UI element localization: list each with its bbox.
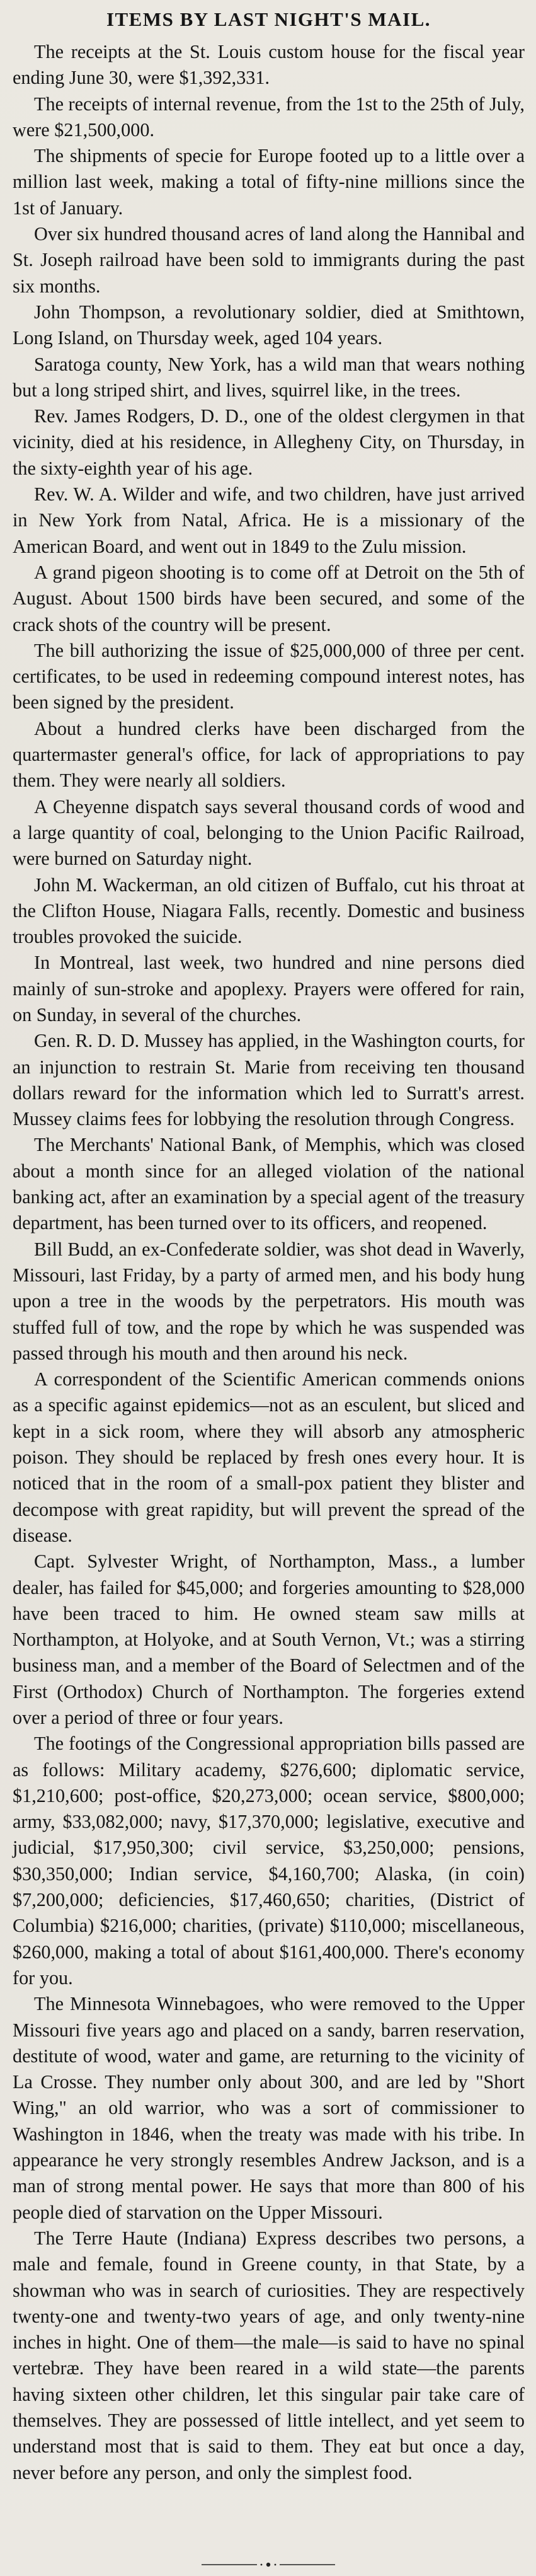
news-item-17: Bill Budd, an ex-Confederate soldier, was shot dead in Waverly, Missouri, last Friday, by a party of armed men, and his body hung upon a tree in the woods by the perpetrators. His mouth was stuffed full of tow, and the rope by which he was suspended was passed through his mouth and then around his neck.: [13, 1238, 525, 1364]
news-item-20: The footings of the Congressional appropriation bills passed are as follows: Military academy, $276,600; diplomatic service, $1,210,600; post-office, $20,273,000; ocean service, $800,000; army, $33,082,000; navy, $17,370,000; legislative, executive and judicial, $17,950,300; civil service, $3,250,000; pensions, $30,350,000; Indian service, $4,160,700; Alaska, (in coin) $7,200,000; deficiencies, $17,460,650; charities, (District of Columbia) $216,000; charities, (private) $110,000; miscellaneous, $260,000, making a total of about $161,400,000. There's economy for you.: [13, 1733, 525, 1989]
news-item-3: The shipments of specie for Europe footed up to a little over a million last week, making a total of fifty-nine millions since the 1st of January.: [13, 145, 525, 219]
news-item-16: The Merchants' National Bank, of Memphis, which was closed about a month since for an alleged violation of the national banking act, after an examination by a special agent of the treasury department, has been turned over to its officers, and reopened.: [13, 1134, 525, 1234]
headline: ITEMS BY LAST NIGHT'S MAIL.: [106, 8, 431, 30]
news-item-11: About a hundred clerks have been discharged from the quartermaster general's office, for lack of appropriations to pay them. They were nearly all soldiers.: [13, 717, 525, 792]
news-item-22: The Terre Haute (Indiana) Express describes two persons, a male and female, found in Greene county, in that State, by a showman who was in search of curiosities. They are respectively twenty-one and twenty-two years of age, and only twenty-nine inches in hight. One of them—the male—is said to have no spinal vertebræ. They have been reared in a wild state—the parents having sixteen other children, let this singular pair take care of themselves. They are possessed of little intellect, and yet seem to understand most that is said to them. They eat but once a day, never before any person, and only the simplest food.: [13, 2227, 525, 2483]
news-item-12: A Cheyenne dispatch says several thousand cords of wood and a large quantity of coal, belonging to the Union Pacific Railroad, were burned on Saturday night.: [13, 795, 525, 870]
news-item-15: Gen. R. D. D. Mussey has applied, in the Washington courts, for an injunction to restrain St. Marie from receiving ten thousand dollars reward for the information which led to Surratt's arrest. Mussey claims fees for lobbying the resolution through Congress.: [13, 1030, 525, 1130]
news-item-2: The receipts of internal revenue, from the 1st to the 25th of July, were $21,500,000.: [13, 93, 525, 141]
news-item-10: The bill authorizing the issue of $25,000,000 of three per cent. certificates, to be used in redeeming compound interest notes, has been signed by the president.: [13, 639, 525, 713]
news-item-6: Saratoga county, New York, has a wild man that wears nothing but a long striped shirt, and lives, squirrel like, in the trees.: [13, 353, 525, 401]
news-item-18: A correspondent of the Scientific American commends onions as a specific against epidemics—not as an esculent, but sliced and kept in a sick room, where they will absorb any atmospheric poison. They should be replaced by fresh ones every hour. It is noticed that in the room of a small-pox patient they blister and decompose with great rapidity, but will prevent the spread of the disease.: [13, 1368, 525, 1546]
news-items: [13, 39, 525, 2486]
news-item-5: John Thompson, a revolutionary soldier, died at Smithtown, Long Island, on Thursday week, aged 104 years.: [13, 301, 525, 349]
news-item-4: Over six hundred thousand acres of land along the Hannibal and St. Joseph railroad have been sold to immigrants during the past six months.: [13, 223, 525, 297]
news-item-13: John M. Wackerman, an old citizen of Buffalo, cut his throat at the Clifton House, Niagara Falls, recently. Domestic and business troubles provoked the suicide.: [13, 874, 525, 948]
news-item-1: The receipts at the St. Louis custom house for the fiscal year ending June 30, were $1,392,331.: [13, 41, 525, 89]
news-item-21: The Minnesota Winnebagoes, who were removed to the Upper Missouri five years ago and placed on a sandy, barren reservation, destitute of wood, water and game, are returning to the vicinity of La Crosse. They number only about 300, and are led by "Short Wing," an old warrior, who was a sort of commissioner to Washington in 1846, when the treaty was made with his tribe. In appearance he very strongly resembles Andrew Jackson, and is a man of strong mental power. He says that more than 800 of his people died of starvation on the Upper Missouri.: [13, 1993, 525, 2223]
news-item-7: Rev. James Rodgers, D. D., one of the oldest clergymen in that vicinity, died at his residence, in Allegheny City, on Thursday, in the sixty-eighth year of his age.: [13, 405, 525, 479]
news-item-8: Rev. W. A. Wilder and wife, and two children, have just arrived in New York from Natal, Africa. He is a missionary of the American Board, and went out in 1849 to the Zulu mission.: [13, 483, 525, 557]
news-item-19: Capt. Sylvester Wright, of Northampton, Mass., a lumber dealer, has failed for $45,000; and forgeries amounting to $28,000 have been traced to him. He owned steam saw mills at Northampton, at Holyoke, and at South Vernon, Vt.; was a stirring business man, and a member of the Board of Selectmen and of the First (Orthodox) Church of Northampton. The forgeries extend over a period of three or four years.: [13, 1551, 525, 1728]
ornamental-divider: [199, 2561, 338, 2568]
news-item-14: In Montreal, last week, two hundred and nine persons died mainly of sun-stroke and apoplexy. Prayers were offered for rain, on Sunday, in several of the churches.: [13, 952, 525, 1025]
news-item-9: A grand pigeon shooting is to come off at Detroit on the 5th of August. About 1500 birds have been secured, and some of the crack shots of the country will be present.: [13, 561, 525, 635]
